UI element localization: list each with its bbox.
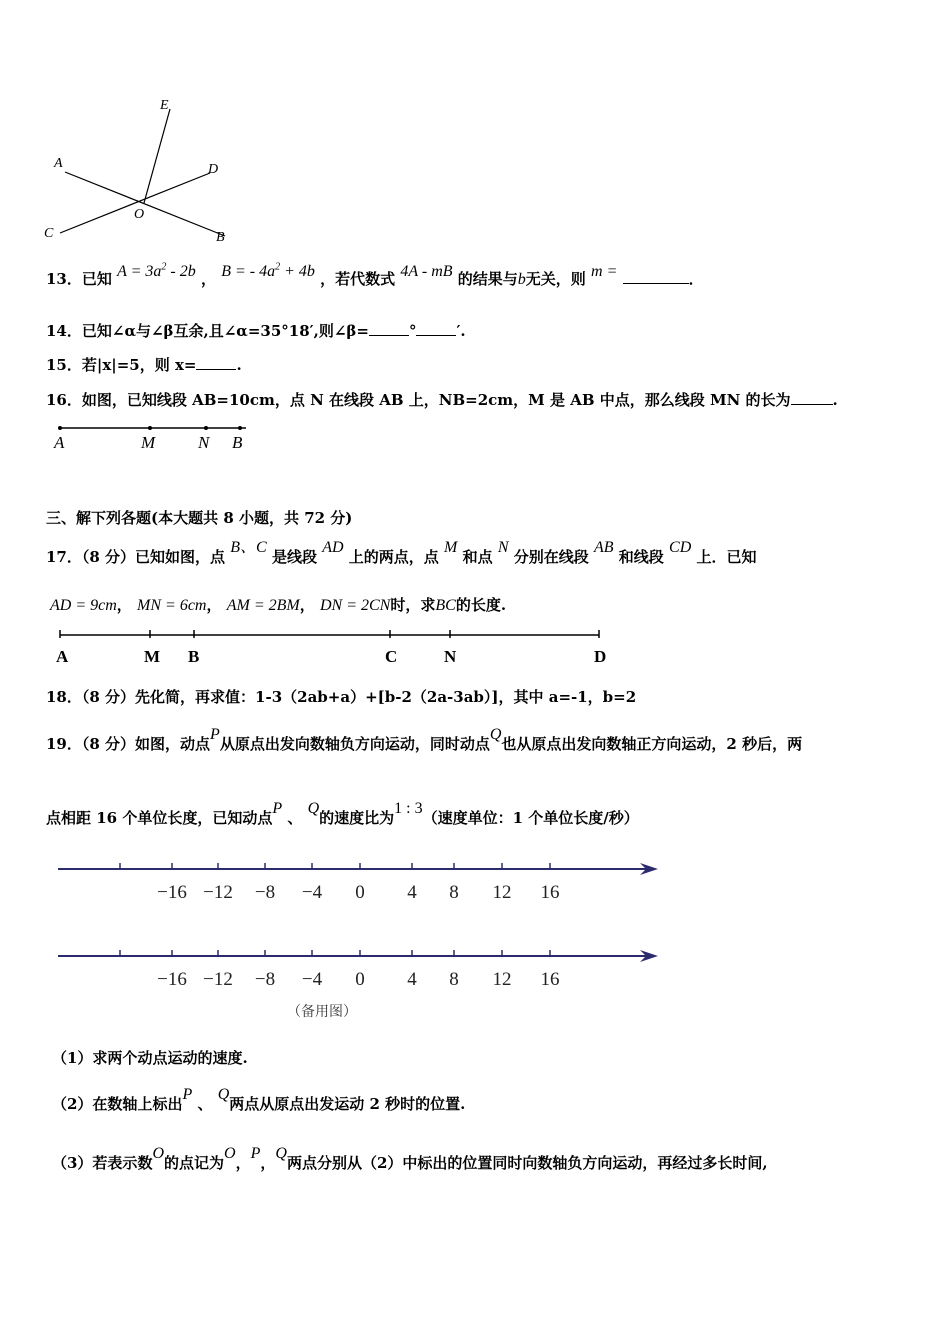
subquestion-2: （2）在数轴上标出P 、 Q两点从原点出发运动 2 秒时的位置. (52, 1086, 466, 1113)
seg17-label-C: C (385, 647, 398, 666)
question-16: 16．如图，已知线段 AB=10cm，点 N 在线段 AB 上，NB=2cm，M 是 AB 中点，那么线段 MN 的长为 . (46, 391, 838, 409)
backup-caption: （备用图） (287, 1004, 357, 1020)
segment-figure-17 (50, 625, 620, 670)
seg17-label-M: M (144, 647, 161, 666)
seg16-label-A: A (54, 433, 65, 452)
numberline-backup-tick-label: 16 (540, 969, 560, 990)
question-19-line2: 点相距 16 个单位长度，已知动点P 、 Q的速度比为1 : 3（速度单位：1 个单位长度/秒） (46, 800, 639, 827)
question-14: 14．已知∠α与∠β互余,且∠α=35°18′,则∠β= ° ′. (46, 322, 466, 340)
seg17-label-A: A (56, 647, 69, 666)
numberline-backup-tick-label: −8 (254, 969, 276, 990)
numberline-backup-tick-label: 4 (407, 969, 417, 990)
angle-figure (40, 95, 240, 245)
seg17-label-B: B (188, 647, 200, 666)
numberline-main-tick-label: −8 (254, 882, 276, 903)
question-17-line1: 17．（8 分）已知如图，点 B、C 是线段 AD 上的两点，点 M 和点 N 分别在线段 AB 和线段 CD 上．已知 (46, 539, 757, 566)
seg16-label-B: B (232, 433, 243, 452)
question-18: 18．（8 分）先化简，再求值：1-3（2ab+a）+[b-2（2a-3ab）]，其中 a=-1，b=2 (46, 688, 637, 706)
numberline-backup-tick-label: −4 (301, 969, 323, 990)
question-19-line1: 19．（8 分）如图，动点P从原点出发向数轴负方向运动，同时动点Q也从原点出发向数轴正方向运动，2 秒后，两 (46, 726, 803, 753)
seg17-label-N: N (444, 647, 457, 666)
segment-figure-16 (50, 420, 260, 455)
answer-blank (416, 321, 456, 336)
numberline-main-tick-label: −12 (203, 882, 233, 903)
label-C: C (44, 226, 54, 241)
label-E: E (160, 98, 169, 113)
question-17-line2: AD = 9cm， MN = 6cm， AM = 2BM， DN = 2CN时，求BC的长度. (50, 596, 507, 614)
answer-blank (196, 355, 236, 370)
label-B: B (216, 230, 225, 245)
numberline-main-tick-label: 16 (540, 882, 560, 903)
numberline-backup-tick-label: 8 (449, 969, 459, 990)
label-D: D (208, 162, 219, 177)
numberline-backup-tick-label: 12 (492, 969, 512, 990)
numberline-main-tick-label: 8 (449, 882, 459, 903)
numberline-backup-tick-label: 0 (355, 969, 365, 990)
answer-blank (791, 390, 833, 405)
number-line-backup (50, 942, 670, 992)
label-A: A (54, 156, 63, 171)
label-O: O (134, 207, 145, 222)
seg16-label-M: M (141, 433, 156, 452)
subquestion-3: （3）若表示数O的点记为O，P，Q两点分别从（2）中标出的位置同时向数轴负方向运动，再经过多长时间, (52, 1145, 768, 1172)
numberline-backup-tick-label: −16 (157, 969, 187, 990)
numberline-main-tick-label: 12 (492, 882, 512, 903)
answer-blank (623, 269, 689, 284)
numberline-main-tick-label: −4 (301, 882, 323, 903)
question-13: 13．已知 $A = 3a^2 - 2b$ ， B = - $4a^2 + 4b$ ，若代数式 4A - mB 的结果与b无关，则 m = ． (46, 261, 704, 288)
subquestion-1: （1）求两个动点运动的速度. (52, 1049, 248, 1067)
seg17-label-D: D (594, 647, 607, 666)
section-3-heading: 三、解下列各题(本大题共 8 小题，共 72 分) (46, 509, 353, 527)
question-15: 15．若|x|=5，则 x= . (46, 356, 242, 374)
answer-blank (369, 321, 409, 336)
number-line-main (50, 855, 670, 905)
numberline-main-tick-label: 0 (355, 882, 365, 903)
numberline-backup-tick-label: −12 (203, 969, 233, 990)
numberline-main-tick-label: −16 (157, 882, 187, 903)
seg16-label-N: N (198, 433, 210, 452)
numberline-main-tick-label: 4 (407, 882, 417, 903)
